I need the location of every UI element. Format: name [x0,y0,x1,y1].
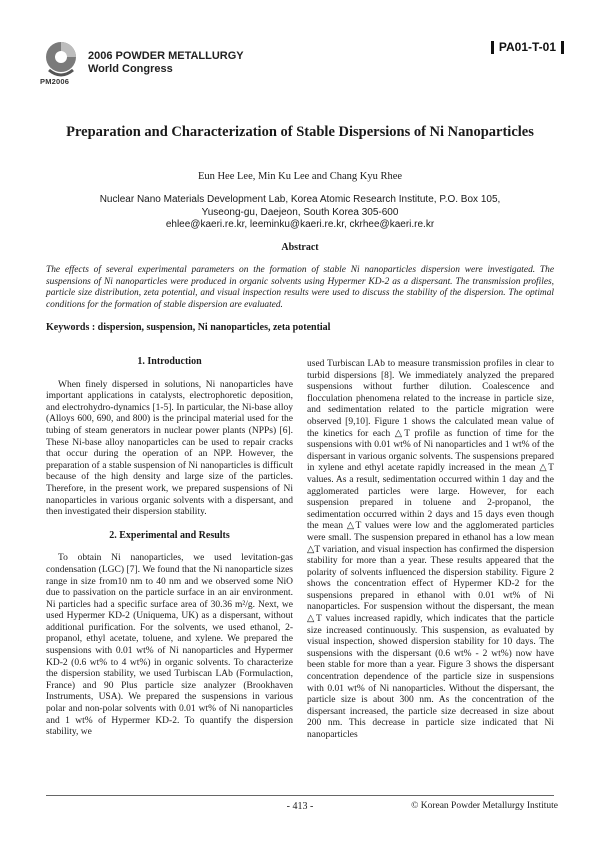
page-number: - 413 - [286,801,314,812]
abstract-text: The effects of several experimental parameters on the formation of stable Ni nanoparticles dispersion were investigated. The suspensions of Ni nanoparticles were produced in organic solvents using Hypermer KD-2 as a dispersant. The transmission profiles, particle size distribution, zeta potential, and visual inspection results were used to discuss the stability of the dispersion. The optimal conditions for the formation of stable dispersion are evaluated. [46,265,554,310]
badge-left-bar [491,41,494,54]
copyright-notice: © Korean Powder Metallurgy Institute [411,801,558,811]
affiliation [60,194,540,232]
paper-id-badge [491,40,564,54]
paper-id: PA01-T-01 [498,40,556,54]
conference-line2: World Congress [88,63,173,75]
affiliation-line2: Yuseong-gu, Daejeon, South Korea 305-600 [201,206,399,218]
introduction-paragraph: When finely dispersed in solutions, Ni nanoparticles have important applications in catalysts, electrophoretic deposition, and electrohydro-dynamics [1-5]. In particular, the Ni-base alloy (Alloys 600, 690, and 800) is the principal material used for the tubing of steam generators in nuclear power plants (NPPs) [6]. These Ni-base alloy nanoparticles can be used to repair cracks that occur during the operation of an NPP. However, the preparation of a stable suspension of Ni nanoparticles is difficult because of the high density and large size of the particles. Therefore, in the present work, we prepared suspensions of Ni nanoparticles in various organic solvents with a dispersant, and then investigated their dispersion stability. [46,379,293,518]
pm2006-logo-text: PM2006 [40,77,70,86]
abstract-heading: Abstract [281,242,319,253]
section-heading-introduction: 1. Introduction [137,356,202,367]
section-heading-experimental: 2. Experimental and Results [109,529,230,541]
results-paragraph: used Turbiscan LAb to measure transmission profiles in clear to turbid dispersions [8]. We immediately analyzed the prepared suspensions without further dilution. Coalescence and flocculation phenomena related to the increase in particle size, and sedimentation related to the particle migration were observed [9,10]. Figure 1 shows the calculated mean value of the kinetics for each △T profile as function of time for the suspensions with 0.01 wt% of Ni nanoparticles and 1 wt% of the dispersant in various organic solvents. The suspensions prepared in xylene and ethyl acetate rapidly increased in the mean △T values. As a result, sedimentation occurred within 1 day and the agglomerated particles were large. However, for each suspension prepared in toluene and 2-propanol, the sedimentation occurred within 2 days and 15 days even though the mean △T values were low and the agglomerated particles were small. The suspension prepared in ethanol has a low mean △T variation, and visual inspection has confirmed the dispersion stability for more than a year. These results appeared that the polarity of solvents influenced the dispersion stability. Figure 2 shows the concentration effect of Hypermer KD-2 for the suspensions prepared in ethanol with 0.01 wt% of Ni nanoparticles. For suspension without the dispersant, the mean △T values increased rapidly, which indicates that the particle size increased continuously. This suspension, as evaluated by visual inspection, showed dispersion stability for 10 days. The suspensions with the dispersant (0.6 wt% - 2 wt%) now have been stable for more than a year. Figure 3 shows the dispersant concentration dependence of the particle size in suspensions with 0.01 wt% of Ni nanoparticles. Without the dispersant, the particle size is about 300 nm. As the concentration of the dispersant increased, the particle size decreased in size about 200 nm. This decrease in particle size indicated that Ni nanoparticles [307,359,554,740]
affiliation-line1: Nuclear Nano Materials Development Lab, Korea Atomic Research Institute, P.O. Box 105, [99,194,501,205]
paper-title: Preparation and Characterization of Stable Dispersions of Ni Nanoparticles [66,124,534,140]
footer-divider [46,795,554,796]
experimental-paragraph: To obtain Ni nanoparticles, we used levitation-gas condensation (LGC) [7]. We found that the Ni nanoparticle sizes range in size from10 nm to 40 nm and we observed some NiO due to passivation on the particle surface in an air environment. Ni particles had a specific surface area of 30.36 m²/g. Next, we used Hypermer KD-2 (Uniquema, UK) as a dispersant, without additional purification. For the solvents, we used ethanol, 2-propanol, ethyl acetate, toluene, and xylene. We prepared the suspensions with 0.01 wt% of Ni nanoparticles and Hypermer KD-2 (0.6 wt% to 4 wt%) in organic solvents. To characterize the dispersion stability, we used Turbiscan LAb (Formulaction, France) and 90 Plus particle size analyzer (Brookhaven Instruments, USA). We prepared the suspensions in various polar and non-polar solvents with 0.01 wt% of Ni nanoparticles and 1 wt% of Hypermer KD-2. To quantify the dispersion stability, we [46,553,293,738]
conference-line1: 2006 POWDER METALLURGY [88,50,244,62]
author-emails: ehlee@kaeri.re.kr, leeminku@kaeri.re.kr, ckrhee@kaeri.re.kr [165,219,435,230]
keywords: Keywords : dispersion, suspension, Ni nanoparticles, zeta potential [46,322,331,333]
left-column [46,356,293,739]
conference-name [88,50,244,76]
badge-right-bar [561,41,564,54]
right-column [307,359,554,742]
authors: Eun Hee Lee, Min Ku Lee and Chang Kyu Rhee [197,171,403,182]
